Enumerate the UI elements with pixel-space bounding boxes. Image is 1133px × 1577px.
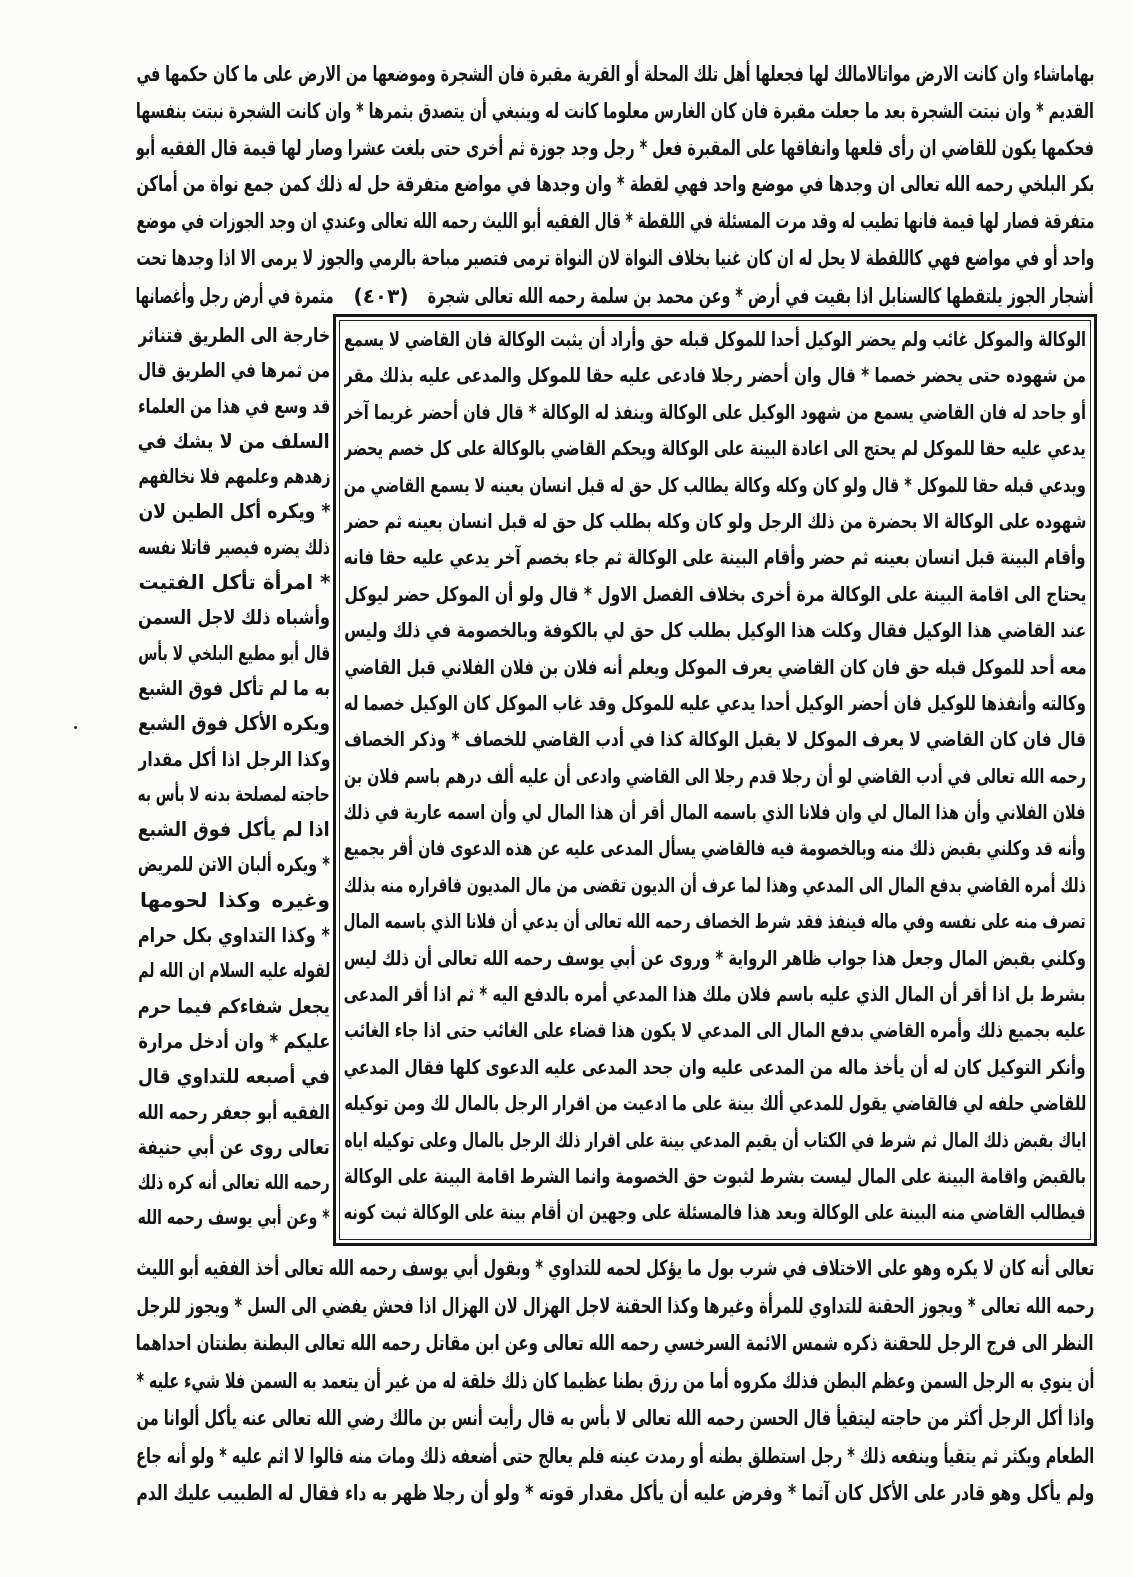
line-text: الطعام ويكثر ثم يتقيأ وينفعه ذلك * رجل استطلق بطنه أو رمدت عينه فلم يعالج حتى أضعفه ذلك ومات منه قالوا لا اثم عليه * ولو أنه جاع xyxy=(136,1443,1094,1468)
box-line xyxy=(344,867,1086,903)
margin-line xyxy=(138,353,330,388)
text-line xyxy=(136,1325,1094,1363)
line-text: شهوده على الوكالة الا بحضرة من ذلك الرجل ولو كان وكله بطلب كل حق له قبل انسان بعينه ثم حضر xyxy=(344,508,1086,533)
line-text: ولم يأكل وهو قادر على الأكل كان آثما * وفرض عليه أن يأكل مقدار قوته * ولو أن رجلا ظهر به داء فقال له الطبيب عليك الدم xyxy=(136,1481,1094,1505)
line-text: السلف من لا يشك في xyxy=(138,428,330,453)
line-text: وكلني بقبض المال وجعل هذا جواب ظاهر الرواية * وروى عن أبي يوسف رحمه الله تعالى أن ذلك ليس xyxy=(344,945,1086,970)
box-line xyxy=(344,830,1086,866)
box-line xyxy=(344,357,1086,393)
line-text: لقوله عليه السلام ان الله لم xyxy=(138,958,330,983)
line-text: متفرقة فصار لها قيمة فانها تطيب له وقد مرت المسئلة في اللقطة * قال الفقيه أبو الليث رحمه الله تعالى وعندي ان وجد الجوزات في موضع xyxy=(136,209,1094,234)
margin-line xyxy=(138,494,330,529)
text-line xyxy=(136,1438,1094,1476)
box-line xyxy=(344,612,1086,648)
line-text: * وكذا التداوي بكل حرام xyxy=(138,923,330,948)
line-text: يحتاج الى اقامة البينة على الوكالة مرة أخرى بخلاف الفصل الاول * قال ولو أن الموكل حضر ليوكل xyxy=(344,581,1086,606)
line-text: اياك بقبض ذلك المال ثم شرط في الكتاب أن يقيم المدعي بينة على اقرار ذلك الرجل بالمال وعلى توكيله اياه xyxy=(344,1127,1086,1152)
line-text: من شهوده حتى يحضر خصما * قال وان أحضر رجلا فادعى عليه حقا للموكل والمدعى عليه بذلك مقر xyxy=(344,363,1086,388)
line-text: فحكمها يكون للقاضي ان رأى قلعها وانفاقها على المقبرة فعل * رجل وجد جوزة ثم أخرى حتى بلغت عشرا وصار لها قيمة قال الفقيه أبو xyxy=(136,135,1094,160)
line-text: يجعل شفاءكم فيما حرم xyxy=(138,993,330,1018)
line-text: وكالته وأنفذها للوكيل فان أحضر الوكيل أحدا يدعي عليه للموكل وقد غاب الموكل كان الوكيل خصما له xyxy=(344,690,1086,715)
line-text: حاجته لمصلحة بدنه لا بأس به xyxy=(138,781,330,806)
line-text: به ما لم تأكل فوق الشبع xyxy=(138,675,330,700)
margin-line xyxy=(138,953,330,988)
line-text: * وعن أبي يوسف رحمه الله xyxy=(138,1205,330,1230)
box-line xyxy=(344,1085,1086,1121)
text-line xyxy=(136,93,1094,130)
text-line xyxy=(136,166,1094,203)
commentary-box xyxy=(333,314,1097,1246)
line-text: رحمه الله تعالى أنه كره ذلك xyxy=(138,1170,330,1195)
margin-line xyxy=(138,1095,330,1130)
box-line xyxy=(344,649,1086,685)
line-text: واحد أو في مواضع فهي كاللقطة لا يحل له ان كان غنيا بخلاف النواة لان النواة ترمى فتصير مباحة بالرمي والجوز لا يرمى الا اذا وجدها تحت xyxy=(136,245,1094,270)
line-text: معه أحد للموكل قبله حق فان كان القاضي يعرف الموكل ويعلم أنه فلان بن فلان الفلاني قبل القاضي xyxy=(344,654,1086,679)
bottom-text-block xyxy=(136,1250,1094,1513)
box-line xyxy=(344,976,1086,1012)
line-text: اذا لم يأكل فوق الشبع xyxy=(138,817,330,842)
box-line xyxy=(344,940,1086,976)
box-line xyxy=(344,721,1086,757)
text-line xyxy=(136,1363,1094,1401)
margin-first-line xyxy=(136,277,334,315)
line-text: بكر البلخي رحمه الله تعالى ان وجدها في موضع واحد فهي لقطة * وان وجدها في مواضع متفرقة حل له ذلك كمن جمع نواة من أماكن xyxy=(136,172,1094,197)
margin-line xyxy=(138,1200,330,1235)
line-text: النظر الى فرج الرجل للحقنة ذكره شمس الائمة السرخسي رحمه الله تعالى وعن ابن مقاتل رحمه الله تعالى البطنة بطنتان احداهما xyxy=(136,1331,1094,1355)
margin-column xyxy=(138,318,330,1236)
line-text: واذا أكل الرجل أكثر من حاجته ليتقيأ قال الحسن رحمه الله تعالى لا بأس به قال رأيت أنس بن مالك رضي الله تعالى عنه يأكل ألوانا من xyxy=(136,1406,1094,1430)
margin-line xyxy=(138,742,330,777)
margin-line xyxy=(138,918,330,953)
box-line xyxy=(344,1158,1086,1194)
line-text: عند القاضي هذا الوكيل فقال وكلت هذا الوكيل بطلب كل حق لي بالكوفة وبالخصومة في ذلك وليس xyxy=(344,618,1086,643)
header-row-with-page-number xyxy=(136,277,1094,315)
box-line xyxy=(344,1194,1086,1230)
box-line xyxy=(344,394,1086,430)
line-text: وغيره وكذا لحومها xyxy=(140,887,330,912)
line-text: وأنه قد وكلني بقبض ذلك منه وبالخصومة فيه فالقاضي يسأل المدعى عليه عن هذه الدعوى فان أقر بجميع xyxy=(344,836,1086,861)
box-line xyxy=(344,430,1086,466)
box-line xyxy=(344,1049,1086,1085)
line-text: فيطالب القاضي منه البينة على الوكالة وبعد هذا فالمسئلة على وجهين ان أقام بينة على الوكالة ثبت كونه xyxy=(344,1200,1086,1225)
margin-line xyxy=(138,318,330,353)
line-text: * ويكره أكل الطين لان xyxy=(138,499,330,524)
page-number: (٤٠٣) xyxy=(353,283,409,308)
line-text: وأشباه ذلك لاجل السمن xyxy=(138,605,330,630)
margin-line xyxy=(138,989,330,1024)
line-text: تصرف منه على نفسه وفي ماله فينفذ فقد شرط الخصاف رحمه الله تعالى أن يدعي أن فلانا الذي باسمه المال xyxy=(344,909,1086,934)
margin-line xyxy=(138,600,330,635)
line-text: ويدعي قبله حقا للموكل * قال ولو كان وكله وكالة يطالب كل حق له قبل انسان بعينه لا يسمع القاضي من xyxy=(344,472,1086,497)
margin-line xyxy=(138,424,330,459)
line-text: الوكالة والموكل غائب ولم يحضر الوكيل أحدا للموكل قبله حق وأراد أن يثبت الوكالة فان القاضي لا يسمع xyxy=(344,327,1086,351)
margin-line xyxy=(138,1059,330,1094)
line-text: قال فان كان القاضي لا يعرف الموكل لا يقبل الوكالة كذا في أدب القاضي للخصاف * وذكر الخصاف xyxy=(344,727,1086,752)
margin-line xyxy=(138,1165,330,1200)
margin-line xyxy=(138,777,330,812)
margin-line xyxy=(138,812,330,847)
line-text: عليه بجميع ذلك وأمره القاضي بدفع المال الى المدعي لا يكون هذا قضاء على الغائب حتى اذا جاء الغائب xyxy=(344,1018,1086,1043)
box-line xyxy=(344,685,1086,721)
margin-line xyxy=(138,847,330,882)
line-text: بالقبض واقامة البينة على المال ليست بشرط لثبوت حق الخصومة وانما الشرط اقامة البينة على الوكالة xyxy=(344,1163,1086,1188)
line-text: وكذا الرجل اذا أكل مقدار xyxy=(138,746,330,771)
box-line xyxy=(344,903,1086,939)
line-text: أشجار الجوز يلتقطها كالسنابل اذا بقيت في أرض * وعن محمد بن سلمة رحمه الله تعالى شجرة xyxy=(428,283,1094,308)
box-line xyxy=(344,576,1086,612)
box-line xyxy=(344,467,1086,503)
text-line xyxy=(136,1400,1094,1438)
line-text: رحمه الله تعالى * ويجوز الحقنة للتداوي للمرأة وغيرها وكذا الحقنة لاجل الهزال لان الهزال اذا فحش يفضي الى السل * ويجوز للرجل xyxy=(136,1293,1094,1318)
line-text: ذلك يضره فيصير قاتلا نفسه xyxy=(138,534,330,559)
margin-line xyxy=(138,1130,330,1165)
top-text-block xyxy=(136,56,1094,315)
line-text: بهاماشاء وان كانت الارض مواتالامالك لها فجعلها أهل تلك المحلة أو القرية مقبرة فان الشجرة وموضعها من الارض على ما كان حكمها في xyxy=(136,62,1094,86)
line-text: قد وسع في هذا من العلماء xyxy=(138,393,330,418)
margin-line xyxy=(138,565,330,600)
line-text: للقاضي حلفه لي فالقاضي يقول للمدعي ألك بينة على ما ادعيت من اقرار الرجل بالمال لك ومن توكيله xyxy=(344,1091,1086,1116)
line-text: عليكم * وان أدخل مرارة xyxy=(138,1028,330,1053)
line-text: أو جاحد له فان القاضي يسمع من شهود الوكيل على الوكالة وينفذ له الوكالة * قال فان أحضر غريما آخر xyxy=(344,399,1086,424)
box-line xyxy=(344,539,1086,575)
text-line xyxy=(428,277,1094,315)
line-text: القديم * وان نبتت الشجرة بعد ما جعلت مقبرة فان كان الغارس معلوما كانت له وينبغي أن يتصدق بثمرها * وان كانت الشجرة نبتت بنفسها xyxy=(136,98,1094,123)
text-line xyxy=(136,1250,1094,1288)
margin-line xyxy=(138,530,330,565)
line-text: قال أبو مطيع البلخي لا بأس xyxy=(138,640,330,665)
line-text: خارجة الى الطريق فتناثر xyxy=(138,323,330,347)
margin-line xyxy=(138,671,330,706)
line-text: في أصبعه للتداوي قال xyxy=(138,1064,330,1089)
margin-line xyxy=(138,1024,330,1059)
line-text: رحمه الله تعالى في أدب القاضي لو أن رجلا قدم رجلا الى القاضي وادعى أن عليه ألف درهم باسم فلان بن xyxy=(344,763,1086,788)
line-text: يدعي عليه حقا للموكل لم يحتج الى اعادة البينة على الوكالة ويحكم القاضي بالوكالة على كل خصم يحضر xyxy=(344,436,1086,461)
line-text: وأقام البينة قبل انسان بعينه ثم حضر وأقام البينة على الوكالة ثم جاء بخصم آخر يدعي عليه حقا فانه xyxy=(344,545,1086,570)
line-text: بشرط بل اذا أقر أن المال الذي عليه باسم فلان ملك هذا المدعي أمره بالدفع اليه * ثم اذا أقر المدعى xyxy=(344,982,1086,1007)
line-text: * ويكره ألبان الاتن للمريض xyxy=(138,852,330,877)
line-text: وأنكر التوكيل كان له أن يأخذ ماله من المدعى عليه وان جحد المدعى عليه الدعوى كلها فقال المدعي xyxy=(344,1054,1086,1079)
line-text: تعالى أنه كان لا يكره وهو على الاختلاف في شرب بول ما يؤكل لحمه للتداوي * وبقول أبي يوسف رحمه الله تعالى أخذ الفقيه أبو الليث xyxy=(136,1256,1094,1280)
box-line xyxy=(344,321,1086,357)
margin-line xyxy=(138,636,330,671)
text-line xyxy=(136,203,1094,240)
text-line xyxy=(136,56,1094,93)
text-line xyxy=(136,1288,1094,1326)
line-text: زهدهم وعلمهم فلا نخالفهم xyxy=(138,464,330,489)
margin-line xyxy=(138,706,330,741)
line-text: مثمرة في أرض رجل وأغصانها xyxy=(136,283,334,308)
box-line xyxy=(344,758,1086,794)
scan-speck xyxy=(74,726,77,729)
line-text: من ثمرها في الطريق قال xyxy=(138,358,330,383)
text-line xyxy=(136,240,1094,277)
line-text: أن ينوي به الرجل السمن وعظم البطن فذلك مكروه أما من رزق بطنا عظيما كان ذلك خلقة له من غير أن يتعمد به السمن فلا شيء عليه * xyxy=(136,1368,1094,1393)
line-text: الفقيه أبو جعفر رحمه الله xyxy=(138,1099,330,1124)
box-line xyxy=(344,794,1086,830)
margin-line xyxy=(138,389,330,424)
line-text: فلان الفلاني وأن هذا المال لي وان فلانا الذي باسمه المال أقر أن هذا المال لي وأن اسمه عارية في ذلك xyxy=(344,800,1086,825)
line-text: ذلك أمره القاضي بدفع المال الى المدعي وهذا لما عرف أن الديون تقضى من مال المديون فاقراره منه بذلك xyxy=(344,872,1086,897)
margin-line xyxy=(138,459,330,494)
text-line xyxy=(136,130,1094,167)
box-line xyxy=(344,503,1086,539)
box-line xyxy=(344,1122,1086,1158)
line-text: ويكره الأكل فوق الشبع xyxy=(138,711,330,736)
box-line xyxy=(344,1012,1086,1048)
text-line xyxy=(136,1475,1094,1513)
line-text: تعالى روى عن أبي حنيفة xyxy=(138,1134,330,1159)
box-text xyxy=(344,321,1086,1239)
margin-line xyxy=(138,883,330,918)
line-text: * امرأة تأكل الفتيت xyxy=(138,570,330,595)
